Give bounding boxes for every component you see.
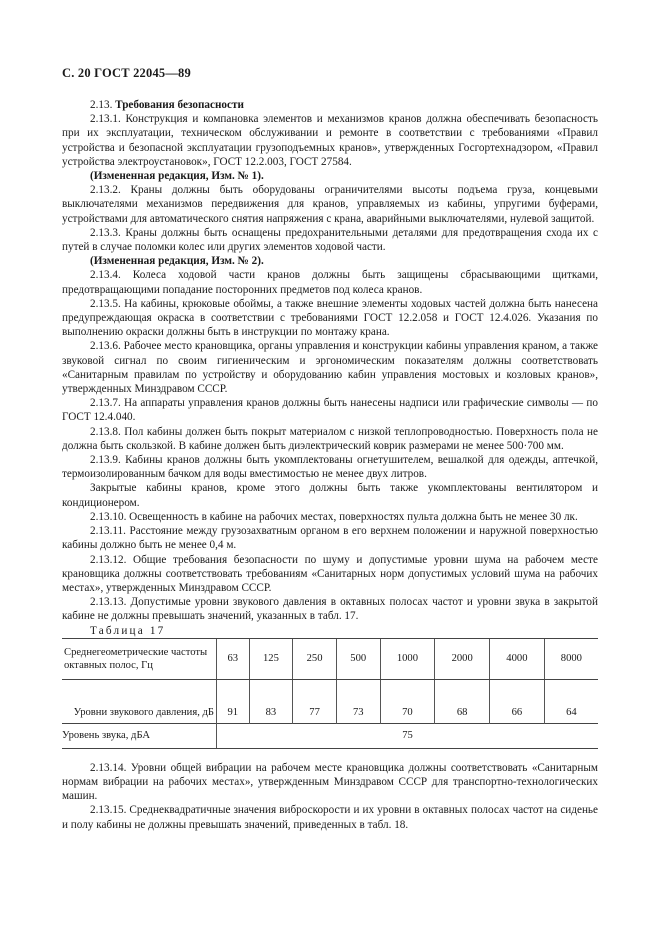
paragraph (62, 98, 598, 112)
table-cell: 8000 (544, 638, 598, 679)
table-cell: 68 (435, 679, 490, 723)
paragraph: 2.13.2. Краны должны быть оборудованы ограничителями высоты подъема груза, концевыми выключателями механизмов передвижения для кранов, управляемых из кабины, упругими буферами, устройствами для автоматического снятия напряжения с крана, аварийными выключателями, нулевой защитой. (62, 184, 598, 225)
paragraph: 2.13.14. Уровни общей вибрации на рабочем месте крановщика должны соответствовать «Санитарным нормам вибрации на рабочих местах», утвержденным Минздравом СССР для транспортно-технологических машин. (62, 761, 598, 803)
table-cell: 63 (217, 638, 250, 679)
table-label-frequencies: Среднегеометрические частоты октавных полос, Гц (62, 638, 217, 679)
table-cell: 83 (249, 679, 293, 723)
paragraph: 2.13.1. Конструкция и компановка элементов и механизмов кранов должна обеспечивать безопасность при их эксплуатации, техническом обслуживании и ремонте в соответствии с требованиями «Правил устройства и безопасной эксплуатации грузоподъемных кранов», утвержденных Госгортехнадзором, «Правил устройства электроустановок», ГОСТ 12.2.003, ГОСТ 27584. (62, 113, 598, 168)
table-row-frequencies (62, 638, 598, 679)
paragraph: (Измененная редакция, Изм. № 2). (90, 255, 264, 268)
paragraphs-top (62, 98, 598, 624)
table-cell: 250 (293, 638, 337, 679)
paragraph: (Измененная редакция, Изм. № 1). (90, 170, 264, 183)
paragraph: 2.13.7. На аппараты управления кранов должны быть нанесены надписи или графические символы — по ГОСТ 12.4.040. (62, 397, 598, 424)
table-17 (62, 638, 598, 749)
table-caption: Таблица 17 (90, 624, 166, 637)
paragraphs-bottom (62, 761, 598, 832)
paragraph: 2.13.4. Колеса ходовой части кранов должны быть защищены сбрасывающими щитками, предотвращающими попадание посторонних предметов под колеса кранов. (62, 269, 598, 296)
table-cell: 4000 (490, 638, 545, 679)
table-row-sound-level (62, 723, 598, 748)
table-cell: 125 (249, 638, 293, 679)
table-cell: 64 (544, 679, 598, 723)
paragraph: 2.13.5. На кабины, крюковые обоймы, а также внешние элементы ходовых частей должна быть нанесена предупреждающая окраска в соответствии с требованиями ГОСТ 12.2.058 и ГОСТ 12.4.026. Указания по выполнению окраски должны быть в инструкции по монтажу крана. (62, 297, 598, 339)
table-cell: 1000 (380, 638, 435, 679)
table-cell: 66 (490, 679, 545, 723)
section-number: 2.13. (90, 99, 116, 111)
section-title: Требования безопасности (115, 99, 244, 111)
table-cell-sound-level: 75 (217, 723, 599, 748)
paragraph: 2.13.12. Общие требования безопасности по шуму и допустимые уровни шума на рабочем месте крановщика должны соответствовать требованиям «Санитарных норм допустимых условий шума на рабочих местах», утвержденных Минздравом СССР. (62, 553, 598, 594)
table-cell: 2000 (435, 638, 490, 679)
paragraph: 2.13.10. Освещенность в кабине на рабочих местах, поверхностях пульта должна быть не менее 30 лк. (90, 510, 578, 523)
table-label-levels: Уровни звукового давления, дБ (73, 706, 214, 718)
table-cell: 91 (217, 679, 250, 723)
paragraph: 2.13.11. Расстояние между грузозахватным органом в его верхнем положении и наружной поверхностью кабины должно быть не менее 0,4 м. (62, 525, 598, 552)
body-text (62, 98, 598, 832)
table-cell: 73 (336, 679, 380, 723)
paragraph: 2.13.9. Кабины кранов должны быть укомплектованы огнетушителем, вешалкой для одежды, аптечкой, термоизолированным бачком для воды вместимостью не менее двух литров. (62, 454, 598, 481)
page-header: С. 20 ГОСТ 22045—89 (62, 66, 191, 80)
paragraph: 2.13.6. Рабочее место крановщика, органы управления и конструкции кабины управления краном, а также звуковой сигнал по своим гигиеническим и эргономическим показателям должны соответствовать «Санитарным правилам по устройству и оборудованию кабин управления мостовых и козловых кранов», утвержденных Минздравом СССР. (62, 340, 598, 396)
paragraph: 2.13.3. Краны должны быть оснащены предохранительными деталями для предотвращения схода их с путей в случае поломки колес или других элементов ходовой части. (62, 226, 598, 254)
paragraph: Закрытые кабины кранов, кроме этого должны быть также укомплектованы вентилятором и кондиционером. (62, 482, 598, 509)
table-cell: 77 (293, 679, 337, 723)
paragraph: 2.13.13. Допустимые уровни звукового давления в октавных полосах частот и уровни звука в закрытой кабине не должны превышать значений, указанных в табл. 17. (62, 596, 598, 623)
paragraph: 2.13.15. Среднеквадратичные значения виброскорости и их уровни в октавных полосах частот на сиденье и полу кабины не должны превышать значений, приведенных в табл. 18. (62, 804, 598, 831)
table-cell: 70 (380, 679, 435, 723)
table-row-levels (62, 679, 598, 723)
table-label-sound-level: Уровень звука, дБА (62, 723, 217, 748)
paragraph: 2.13.8. Пол кабины должен быть покрыт материалом с низкой теплопроводностью. Поверхность пола не должна быть скользкой. В кабине должен быть диэлектрический коврик размерами не менее 500·700 мм. (62, 425, 598, 452)
table-cell: 500 (336, 638, 380, 679)
